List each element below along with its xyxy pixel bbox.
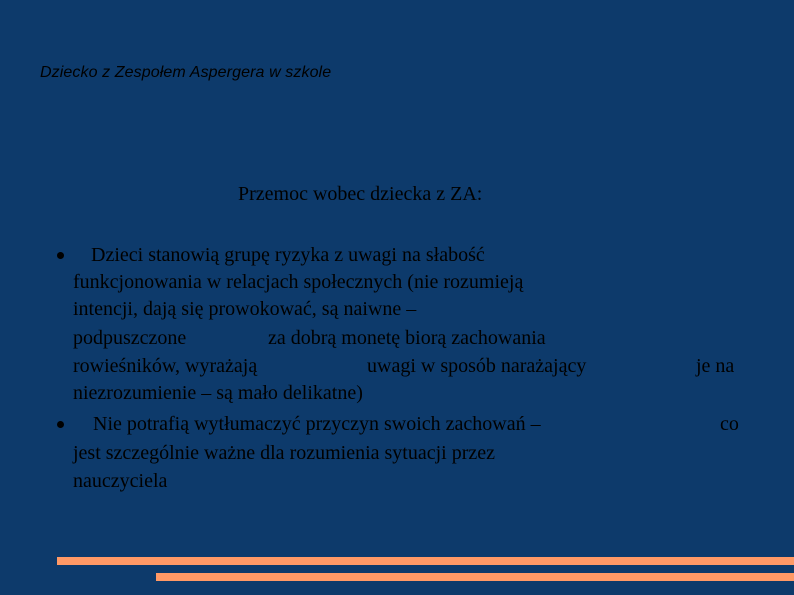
bullet-1-line-5b: uwagi w sposób narażający [367, 355, 587, 377]
bullet-1-line-5a: rowieśników, wyrażają [73, 355, 258, 377]
bullet-dot [57, 421, 64, 428]
bullet-2-line-1a: Nie potrafią wytłumaczyć przyczyn swoich zachowań – [93, 413, 541, 435]
bullet-2-line-3: nauczyciela [73, 470, 168, 492]
bullet-dot [57, 252, 64, 259]
slide-title: Dziecko z Zespołem Aspergera w szkole [40, 64, 332, 81]
accent-bar-top [57, 557, 794, 565]
bullet-1-line-6: niezrozumienie – są mało delikatne) [73, 382, 363, 404]
bullet-1-line-4a: podpuszczone [73, 327, 187, 349]
bullet-1-line-4b: za dobrą monetę biorą zachowania [268, 327, 546, 349]
bullet-1-line-2: funkcjonowania w relacjach społecznych (nie rozumieją [73, 271, 524, 293]
bullet-1-line-1: Dzieci stanowią grupę ryzyka z uwagi na słabość [91, 244, 485, 266]
bullet-1-line-3: intencji, dają się prowokować, są naiwne – [73, 298, 417, 320]
bullet-1-line-5c: je na [696, 355, 735, 377]
slide-subtitle: Przemoc wobec dziecka z ZA: [238, 183, 483, 205]
accent-bar-bottom [156, 573, 794, 581]
bullet-2-line-2: jest szczególnie ważne dla rozumienia sytuacji przez [73, 442, 496, 464]
bullet-2-line-1b: co [720, 413, 739, 435]
